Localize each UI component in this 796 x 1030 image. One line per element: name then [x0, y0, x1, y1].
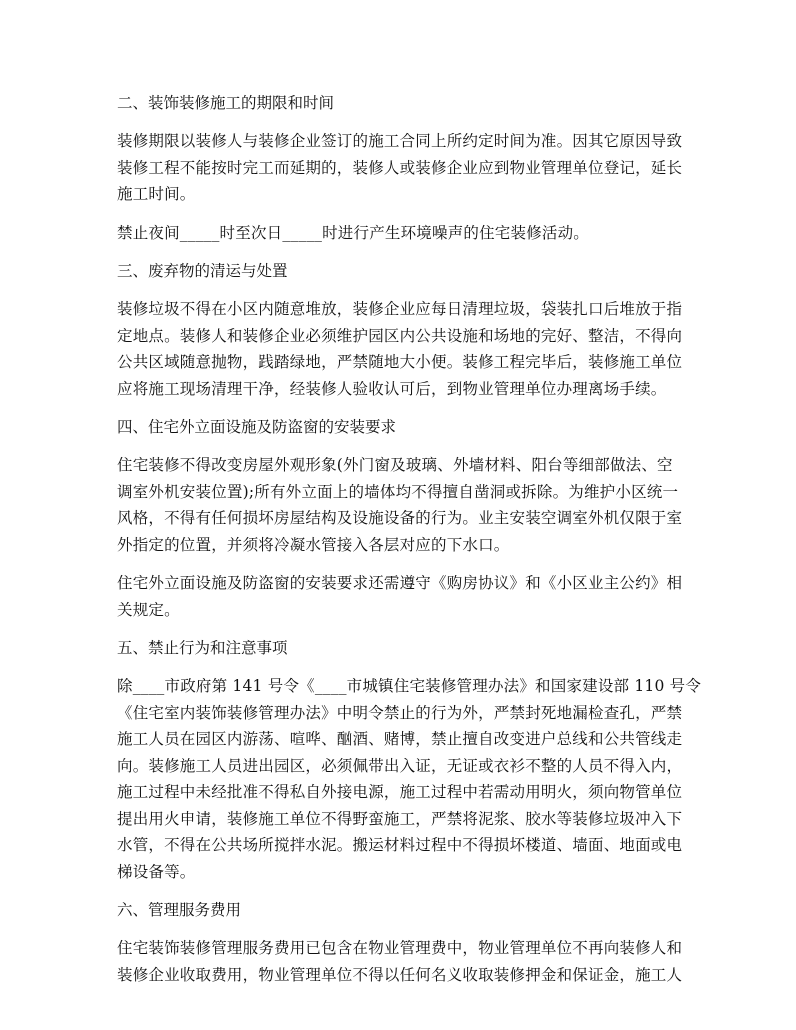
section-heading: 五、禁止行为和注意事项	[117, 639, 288, 657]
text-line: 施工时间。	[117, 185, 196, 203]
section-heading: 二、装饰装修施工的期限和时间	[117, 94, 335, 112]
text-line: 提出用火申请，装修施工单位不得野蛮施工，严禁将泥浆、胶水等装修垃圾冲入下	[117, 809, 683, 828]
text-line: 住宅装修不得改变房屋外观形象(外门窗及玻璃、外墙材料、阳台等细部做法、空	[117, 456, 673, 474]
text-line: 风格，不得有任何损坏房屋结构及设施设备的行为。业主安装空调室外机仅限于室	[117, 509, 683, 527]
paragraph	[117, 220, 686, 247]
text-line: 装修企业收取费用，物业管理单位不得以任何名义收取装修押金和保证金，施工人	[117, 965, 683, 984]
section-heading: 四、住宅外立面设施及防盗窗的安装要求	[117, 418, 397, 436]
text-line: 住宅装饰装修管理服务费用已包含在物业管理费中，物业管理单位不再向装修人和	[117, 939, 683, 957]
paragraph	[117, 128, 686, 208]
text-line: 向。装修施工人员进出园区，必须佩带出入证，无证或衣衫不整的人员不得入内，	[117, 756, 683, 775]
text-line: 梯设备等。	[117, 862, 196, 881]
text-line: 公共区域随意抛物，践踏绿地，严禁随地大小便。装修工程完毕后，装修施工单位	[117, 353, 683, 371]
text-line: 住宅外立面设施及防盗窗的安装要求还需遵守《购房协议》和《小区业主公约》相	[117, 574, 683, 592]
text-line: 水管，不得在公共场所搅拌水泥。搬运材料过程中不得损坏楼道、墙面、地面或电	[117, 836, 683, 854]
text-line: 装修期限以装修人与装修企业签订的施工合同上所约定时间为准。因其它原因导致	[117, 132, 683, 150]
text-line: 关规定。	[117, 600, 180, 619]
text-line: 施工人员在园区内游荡、喧哗、酗酒、赌博，禁止擅自改变进户总线和公共管线走	[117, 730, 683, 748]
text-line: 装修垃圾不得在小区内随意堆放，装修企业应每日清理垃圾，袋装扎口后堆放于指	[117, 300, 683, 318]
text-line: 定地点。装修人和装修企业必须维护园区内公共设施和场地的完好、整洁，不得向	[117, 326, 683, 345]
section-heading: 六、管理服务费用	[117, 901, 242, 919]
paragraph	[117, 935, 686, 988]
text-line: 应将施工现场清理干净，经装修人验收认可后，到物业管理单位办理离场手续。	[117, 379, 667, 398]
text-line: 《住宅室内装饰装修管理办法》中明令禁止的行为外，严禁封死地漏检查孔，严禁	[117, 703, 683, 722]
text-line: 装修工程不能按时完工而延期的，装修人或装修企业应到物业管理单位登记，延长	[117, 158, 683, 177]
paragraph	[117, 296, 686, 402]
text-line: 除____市政府第 141 号令《____市城镇住宅装修管理办法》和国家建设部 110 号令	[117, 677, 702, 695]
text-line: 调室外机安装位置);所有外立面上的墙体均不得擅自凿洞或拆除。为维护小区统一	[117, 482, 679, 501]
paragraph	[117, 452, 686, 558]
paragraph	[117, 673, 702, 885]
text-line: 外指定的位置，并须将冷凝水管接入各层对应的下水口。	[117, 535, 510, 554]
text-line: 施工过程中未经批准不得私自外接电源，施工过程中若需动用明火，须向物管单位	[117, 783, 683, 801]
text-line: 禁止夜间_____时至次日_____时进行产生环境噪声的住宅装修活动。	[117, 223, 590, 242]
section-heading: 三、废弃物的清运与处置	[117, 262, 288, 280]
paragraph	[117, 570, 686, 623]
